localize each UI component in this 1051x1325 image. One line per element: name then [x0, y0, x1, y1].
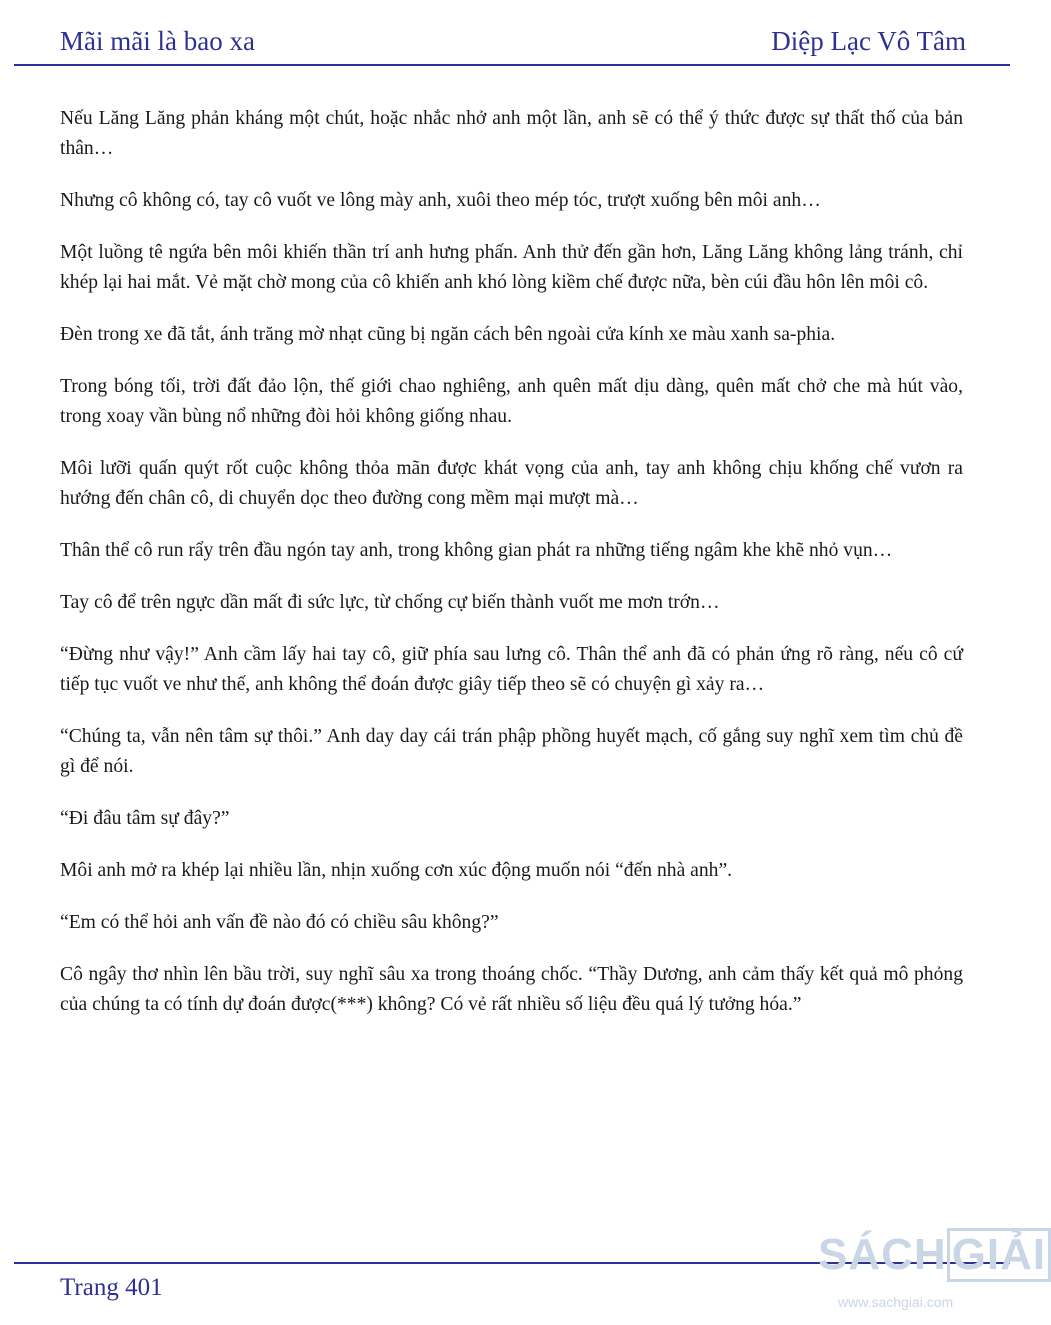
book-title: Mãi mãi là bao xa: [60, 26, 255, 56]
paragraph: Tay cô để trên ngực dần mất đi sức lực, từ chống cự biến thành vuốt me mơn trớn…: [60, 592, 720, 613]
watermark-url: www.sachgiai.com: [838, 1294, 954, 1310]
header-rule: [14, 64, 1010, 66]
paragraph: Trong bóng tối, trời đất đảo lộn, thế giới chao nghiêng, anh quên mất dịu dàng, quên mất chở che mà hút vào, trong xoay vần bùng nổ những đòi hỏi không giống nhau.: [60, 376, 963, 427]
page-number: Trang 401: [60, 1274, 163, 1301]
paragraph: “Đừng như vậy!” Anh cầm lấy hai tay cô, giữ phía sau lưng cô. Thân thể anh đã có phản ứng rõ ràng, nếu cô cứ tiếp tục vuốt ve như thế, anh không thể đoán được giây tiếp theo sẽ có chuyện gì xảy ra…: [60, 644, 963, 695]
paragraph: Một luồng tê ngứa bên môi khiến thần trí anh hưng phấn. Anh thử đến gần hơn, Lăng Lăng không lảng tránh, chỉ khép lại hai mắt. Vẻ mặt chờ mong của cô khiến anh khó lòng kiềm chế được nữa, bèn cúi đầu hôn lên môi cô.: [60, 242, 963, 293]
paragraph: Nhưng cô không có, tay cô vuốt ve lông mày anh, xuôi theo mép tóc, trượt xuống bên môi anh…: [60, 190, 821, 211]
watermark-logo: [818, 1228, 1047, 1325]
paragraph: Thân thể cô run rẩy trên đầu ngón tay anh, trong không gian phát ra những tiếng ngâm khe khẽ nhỏ vụn…: [60, 540, 893, 561]
paragraph: Cô ngây thơ nhìn lên bầu trời, suy nghĩ sâu xa trong thoáng chốc. “Thầy Dương, anh cảm thấy kết quả mô phỏng của chúng ta có tính dự đoán được(***) không? Có vẻ rất nhiều số liệu đều quá lý tưởng hóa.”: [60, 964, 963, 1015]
paragraph: “Đi đâu tâm sự đây?”: [60, 808, 230, 829]
watermark-logo-part1: SÁCH: [818, 1230, 947, 1279]
paragraph: “Em có thể hỏi anh vấn đề nào đó có chiều sâu không?”: [60, 912, 499, 933]
author-name: Diệp Lạc Vô Tâm: [771, 26, 966, 56]
watermark-logo-part2: GIẢI: [947, 1228, 1051, 1282]
paragraph: Nếu Lăng Lăng phản kháng một chút, hoặc nhắc nhở anh một lần, anh sẽ có thể ý thức được sự thất thố của bản thân…: [60, 108, 963, 159]
paragraph: “Chúng ta, vẫn nên tâm sự thôi.” Anh day day cái trán phập phồng huyết mạch, cố gắng suy nghĩ xem tìm chủ đề gì để nói.: [60, 726, 963, 777]
watermark-logo-text: [818, 1228, 1051, 1282]
body-text: [60, 104, 963, 1042]
paragraph: Môi anh mở ra khép lại nhiều lần, nhịn xuống cơn xúc động muốn nói “đến nhà anh”.: [60, 860, 733, 881]
paragraph: Đèn trong xe đã tắt, ánh trăng mờ nhạt cũng bị ngăn cách bên ngoài cửa kính xe màu xanh sa-phia.: [60, 324, 836, 345]
paragraph: Môi lưỡi quấn quýt rốt cuộc không thỏa mãn được khát vọng của anh, tay anh không chịu khống chế vươn ra hướng đến chân cô, di chuyển dọc theo đường cong mềm mại mượt mà…: [60, 458, 963, 509]
page-header: [60, 26, 966, 57]
